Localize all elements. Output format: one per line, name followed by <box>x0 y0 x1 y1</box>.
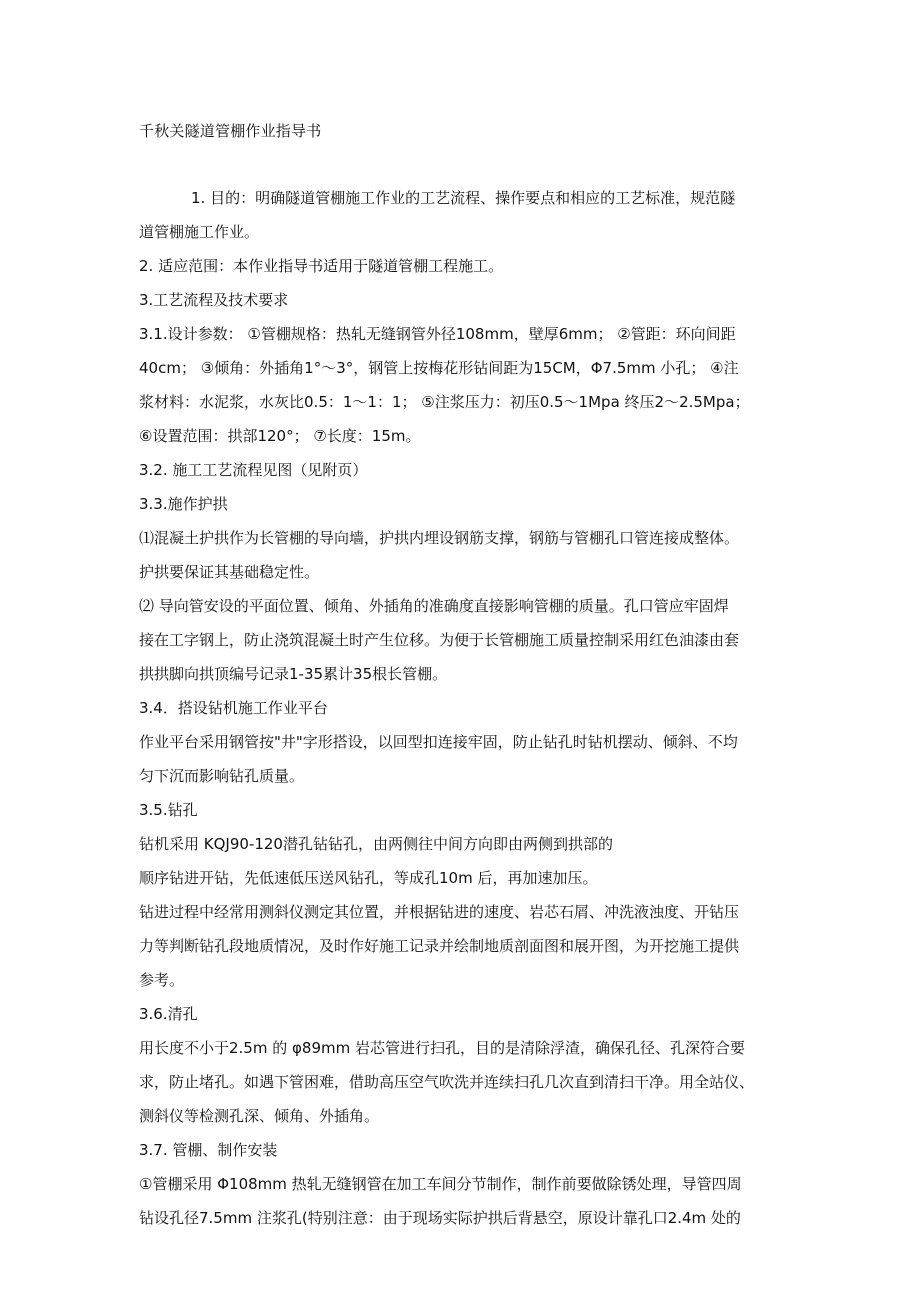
paragraph-line: ⑴混凝土护拱作为长管棚的导向墙，护拱内埋设钢筋支撑，钢筋与管棚孔口管连接成整体。 <box>139 529 740 547</box>
document-body <box>139 181 784 1235</box>
paragraph-line: 力等判断钻孔段地质情况，及时作好施工记录并绘制地质剖面图和展开图，为开挖施工提供 <box>139 937 740 955</box>
paragraph-line: 作业平台采用钢管按"井"字形搭设，以回型扣连接牢固，防止钻孔时钻机摆动、倾斜、不均 <box>139 733 738 751</box>
paragraph-line: ⑵ 导向管安设的平面位置、倾角、外插角的准确度直接影响管棚的质量。孔口管应牢固焊 <box>139 597 729 615</box>
paragraph-line: 1. 目的：明确隧道管棚施工作业的工艺流程、操作要点和相应的工艺标准，规范隧 <box>191 189 736 207</box>
paragraph-line: 拱拱脚向拱顶编号记录1-35累计35根长管棚。 <box>139 665 448 683</box>
paragraph-line: 钻设孔径7.5mm 注浆孔(特别注意：由于现场实际护拱后背悬空，原设计靠孔口2.4m 处的 <box>139 1209 741 1227</box>
document-title: 千秋关隧道管棚作业指导书 <box>139 122 322 140</box>
paragraph-line: 参考。 <box>139 971 185 989</box>
paragraph-line: 3.1.设计参数： ①管棚规格：热轧无缝钢管外径108mm，壁厚6mm； ②管距：环向间距 <box>139 325 736 343</box>
section-heading: 3.工艺流程及技术要求 <box>139 291 289 309</box>
section-heading: 3.3.施作护拱 <box>139 495 228 513</box>
paragraph-line: 接在工字钢上，防止浇筑混凝土时产生位移。为便于长管棚施工质量控制采用红色油漆由套 <box>139 631 740 649</box>
paragraph-line: 求，防止堵孔。如遇下管困难，借助高压空气吹洗并连续扫孔几次直到清扫干净。用全站仪、 <box>139 1073 755 1091</box>
paragraph-line: 护拱要保证其基础稳定性。 <box>139 563 320 581</box>
paragraph-line: 钻机采用 KQJ90-120潜孔钻钻孔，由两侧往中间方向即由两侧到拱部的 <box>139 835 613 853</box>
paragraph-line: 道管棚施工作业。 <box>139 223 260 241</box>
paragraph-line: 测斜仪等检测孔深、倾角、外插角。 <box>139 1107 380 1125</box>
paragraph-line: 顺序钻进开钻，先低速低压送风钻孔，等成孔10m 后，再加速加压。 <box>139 869 598 887</box>
paragraph-line: ⑥设置范围：拱部120°； ⑦长度：15m。 <box>139 427 421 445</box>
paragraph-line: 钻进过程中经常用测斜仪测定其位置，并根据钻进的速度、岩芯石屑、冲洗液浊度、开钻压 <box>139 903 740 921</box>
paragraph-line: 匀下沉而影响钻孔质量。 <box>139 767 305 785</box>
paragraph-line: 40cm； ③倾角：外插角1°～3°，钢管上按梅花形钻间距为15CM，Φ7.5mm 小孔； ④注 <box>139 359 739 377</box>
paragraph-line: 浆材料：水泥浆，水灰比0.5：1～1：1； ⑤注浆压力：初压0.5～1Mpa 终压2～2.5Mpa； <box>139 393 750 411</box>
section-heading: 3.6.清孔 <box>139 1005 198 1023</box>
section-heading: 3.2. 施工工艺流程见图（见附页） <box>139 461 368 479</box>
section-heading: 3.5.钻孔 <box>139 801 198 819</box>
section-heading: 3.7. 管棚、制作安装 <box>139 1141 278 1159</box>
section-heading: 3.4．搭设钻机施工作业平台 <box>139 699 328 717</box>
paragraph-line: ①管棚采用 Φ108mm 热轧无缝钢管在加工车间分节制作，制作前要做除锈处理，导管四周 <box>139 1175 742 1193</box>
paragraph-line: 用长度不小于2.5m 的 φ89mm 岩芯管进行扫孔，目的是清除浮渣，确保孔径、孔深符合要 <box>139 1039 745 1057</box>
paragraph-line: 2. 适应范围：本作业指导书适用于隧道管棚工程施工。 <box>139 257 504 275</box>
